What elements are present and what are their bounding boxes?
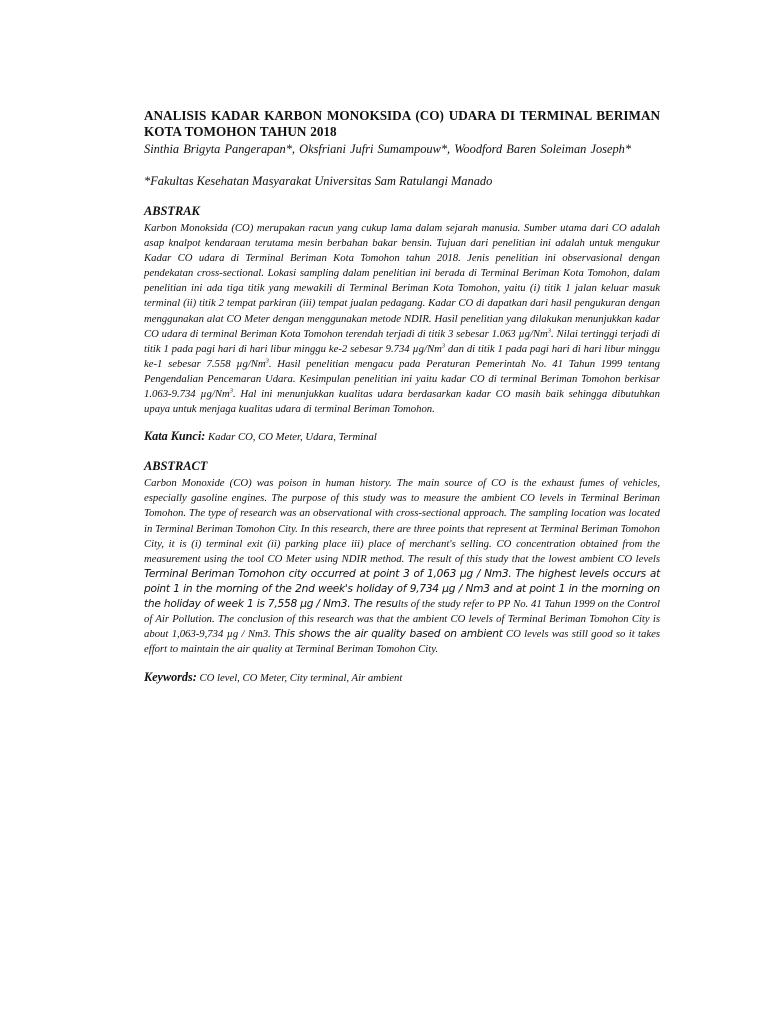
superscript-3: 3 xyxy=(265,357,269,365)
abstrak-section xyxy=(144,203,660,417)
abstrak-text-3: dan di titik 1 pada pagi hari di hari libur minggu ke-1 sebesar 7.558 µg/Nm xyxy=(144,342,660,370)
superscript-3: 3 xyxy=(229,387,233,395)
abstract-text-1: Carbon Monoxide (CO) was poison in human history. The main source of CO is the exhaust fumes of vehicles, especially gasoline engines. The purpose of this study was to measure the ambient CO levels in Terminal Beriman Tomohon. The type of research was an observational with cross-sectional approach. The sampling location was located in Terminal Beriman Tomohon City. In this research, there are three points that represent at Terminal Beriman Tomohon City, it is (i) terminal exit (ii) parking place iii) place of merchant's selling. CO concentration obtained from the measurement using the tool CO Meter using NDIR method. The result of this study that the lowest ambient CO levels xyxy=(144,477,660,565)
abstract-text-2: lts of the study refer to PP No. 41 Tahun 1999 on the Control of Air Pollution. The conclusion of this research was that the ambient CO levels of Terminal Beriman Tomohon City is about 1,063-9,734 µg / Nm3. xyxy=(144,597,660,641)
kata-kunci-value: Kadar CO, CO Meter, Udara, Terminal xyxy=(205,431,377,444)
abstrak-text-4: . Hasil penelitian mengacu pada Peraturan Pemerintah No. 41 Tahun 1999 tentang Pengendalian Pencemaran Udara. Kesimpulan penelitian ini yaitu kadar CO di terminal Beriman Tomohon berkisar 1.063-9.734 µg/Nm xyxy=(144,357,660,401)
abstrak-heading: ABSTRAK xyxy=(144,204,200,218)
abstract-heading: ABSTRACT xyxy=(144,459,208,474)
abstract-text-3: CO levels was still good so it takes effort to maintain the air quality at Terminal Beriman Tomohon City. xyxy=(144,628,660,656)
abstract-scribble-1: Terminal Beriman Tomohon city occurred at point 3 of 1,063 µg / Nm3. The highest levels occurs at point 1 in the morning of the 2nd week's holiday of 9,734 µg / Nm3 and at point 1 in the morning on the holiday of week 1 is 7,558 µg / Nm3. The resu xyxy=(144,567,660,610)
author-list: Sinthia Brigyta Pangerapan*, Oksfriani Jufri Sumampouw*, Woodford Baren Soleiman Joseph* xyxy=(144,142,632,156)
abstrak-text-2: . Nilai tertinggi terjadi di titik 1 pada pagi hari di hari libur minggu ke-2 sebesar 9.734 µg/Nm xyxy=(144,327,660,355)
abstract-section xyxy=(144,458,660,657)
superscript-3: 3 xyxy=(441,342,446,350)
keywords-line xyxy=(144,670,660,685)
abstrak-body xyxy=(144,221,660,417)
paper-page xyxy=(144,108,660,685)
kata-kunci-label: Kata Kunci: xyxy=(144,429,206,444)
kata-kunci-line xyxy=(144,429,660,444)
abstract-body xyxy=(144,476,660,657)
abstrak-text-1: Karbon Monoksida (CO) merupakan racun yang cukup lama dalam sejarah manusia. Sumber utama dari CO adalah asap knalpot kendaraan terutama mesin berbahan bakar bensin. Tujuan dari penelitian ini adalah untuk mengukur Kadar CO udara di Terminal Beriman Kota Tomohon tahun 2018. Jenis penelitian ini observasional dengan pendekatan cross-sectional. Lokasi sampling dalam penelitian ini berada di Terminal Beriman Kota Tomohon, dalam penelitian ini ada tiga titik yang mewakili di Terminal Beriman Kota Tomohon, yaitu (i) titik 1 jalan keluar masuk terminal (ii) titik 2 tempat parkiran (iii) tempat jualan pedagang. Kadar CO di dapatkan dari hasil pengukuran dengan menggunakan alat CO Meter dengan menggunakan metode NDIR. Hasil penelitian yang dilakukan menunjukkan kadar CO udara di terminal Beriman Kota Tomohon terendah terjadi di titik 3 sebesar 1.063 µg/Nm xyxy=(144,222,660,340)
keywords-value: CO level, CO Meter, City terminal, Air ambient xyxy=(196,672,403,685)
paper-title: ANALISIS KADAR KARBON MONOKSIDA (CO) UDARA DI TERMINAL BERIMAN KOTA TOMOHON TAHUN 2018 xyxy=(144,108,660,139)
affiliation: *Fakultas Kesehatan Masyarakat Universitas Sam Ratulangi Manado xyxy=(144,174,493,188)
keywords-label: Keywords: xyxy=(144,670,197,685)
abstract-scribble-2: This shows the air quality based on ambient xyxy=(274,628,503,641)
superscript-3: 3 xyxy=(547,327,552,335)
abstrak-text-5: . Hal ini menunjukkan kualitas udara berdasarkan kadar CO masih baik sehingga dibutuhkan upaya untuk menjaga kualitas udara di terminal Beriman Tomohon. xyxy=(144,388,660,416)
